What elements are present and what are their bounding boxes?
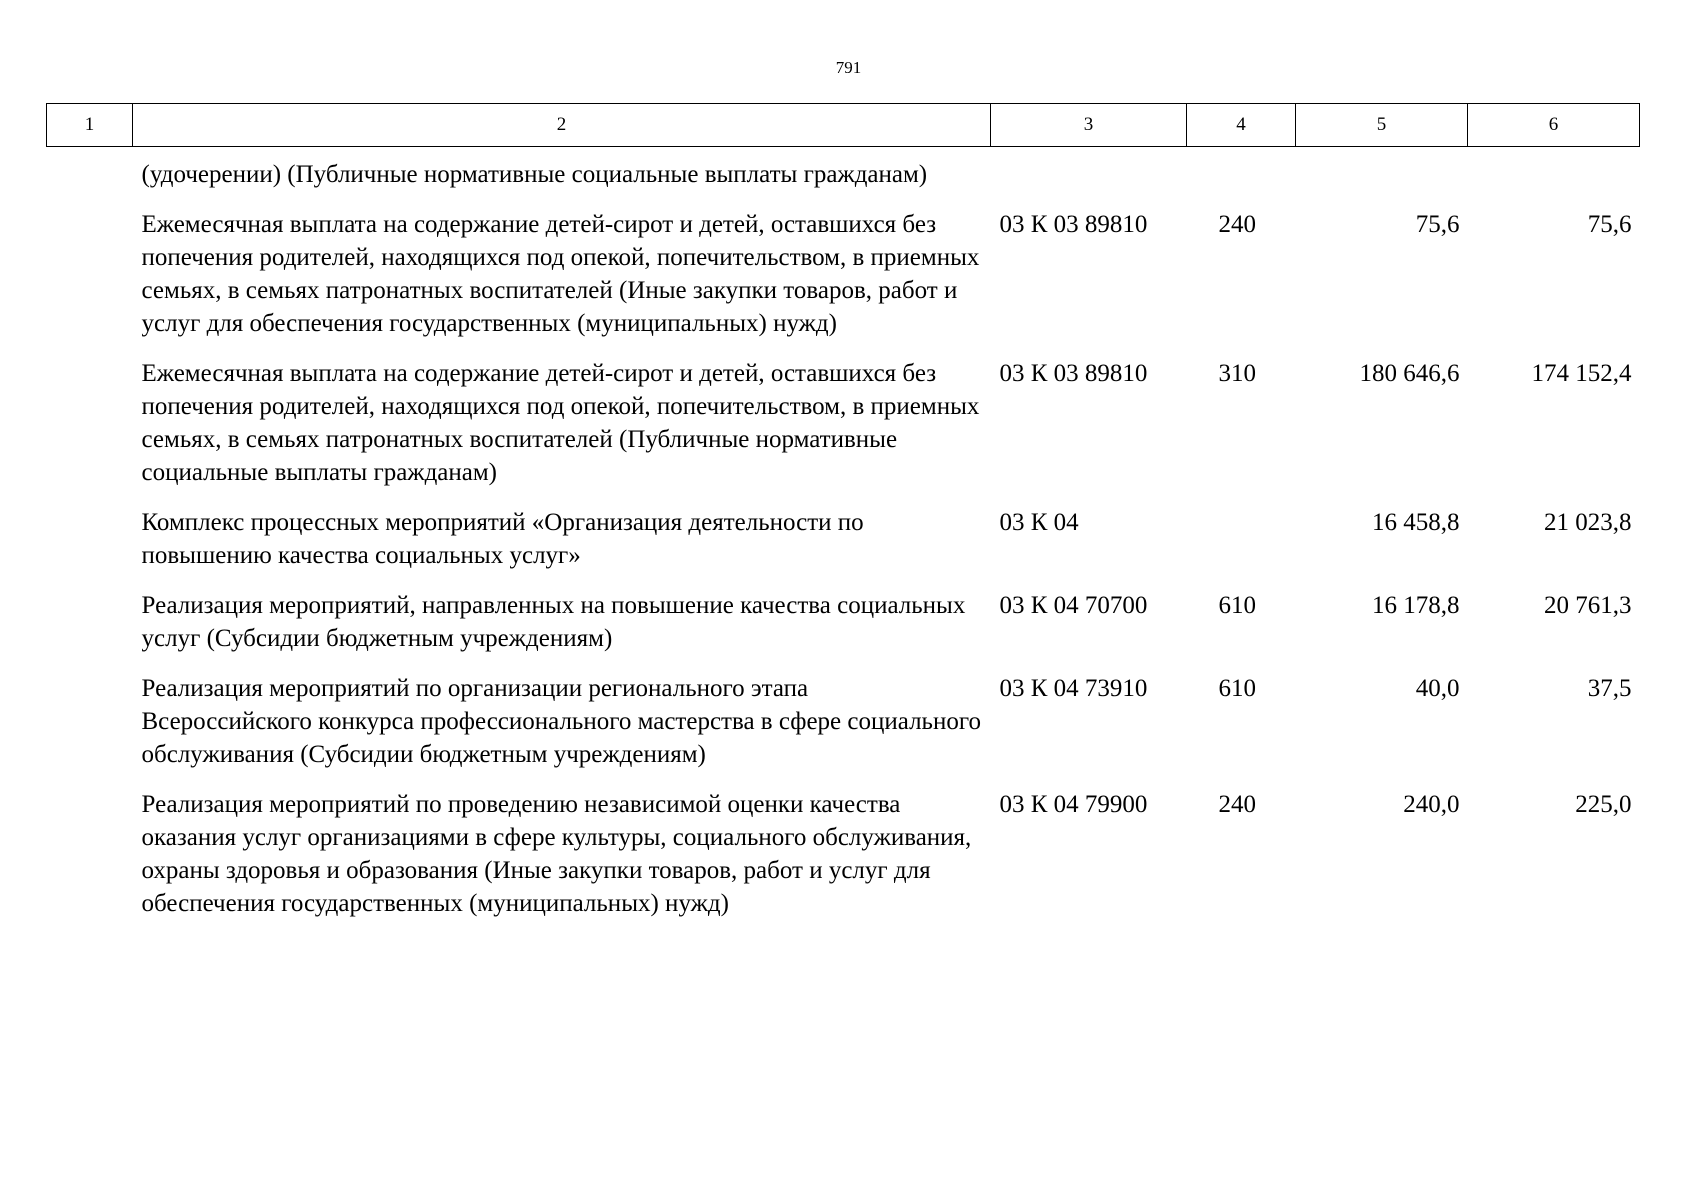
item-code: 03 К 03 89810 [999,211,1148,238]
amount-col-5: 180 646,6 [1359,360,1460,387]
expense-type: 610 [1218,592,1256,619]
amount-col-5: 75,6 [1415,211,1460,238]
header-row [47,104,1640,147]
table-row [47,506,1640,589]
table-row [47,788,1640,937]
expense-type [1187,506,1296,589]
item-code: 03 К 04 70700 [999,592,1148,619]
item-code: 03 К 04 79900 [999,791,1148,818]
table-row [47,589,1640,672]
budget-table [46,103,1640,937]
row-number [47,788,133,937]
item-name: Ежемесячная выплата на содержание детей-сирот и детей, оставшихся без попечения родителей, находящихся под опекой, попечительством, в приемных семьях, в семьях патронатных воспитателей (Публичные нормативные социальные выплаты гражданам) [141,360,980,486]
row-number [47,672,133,788]
row-number [47,357,133,506]
table-row [47,147,1640,209]
item-name: Реализация мероприятий по организации регионального этапа Всероссийского конкурса профессионального мастерства в сфере социального обслуживания (Субсидии бюджетным учреждениям) [141,675,981,768]
table-header [47,104,1640,147]
header-col-4: 4 [1187,104,1296,147]
expense-type: 240 [1218,791,1256,818]
item-code: 03 К 04 [999,509,1079,536]
row-number [47,589,133,672]
amount-col-5: 16 178,8 [1372,592,1460,619]
amount-col-5: 40,0 [1415,675,1460,702]
expense-type: 240 [1218,211,1256,238]
header-col-3: 3 [991,104,1187,147]
amount-col-6 [1468,147,1640,209]
header-col-2: 2 [133,104,991,147]
item-code [991,147,1187,209]
page-number: 791 [835,58,862,77]
row-number [47,147,133,209]
expense-type: 610 [1218,675,1256,702]
amount-col-6: 21 023,8 [1544,509,1632,536]
item-name: Реализация мероприятий, направленных на повышение качества социальных услуг (Субсидии бюджетным учреждениям) [141,592,966,652]
table-row [47,672,1640,788]
table-row [47,208,1640,357]
header-col-6: 6 [1468,104,1640,147]
amount-col-6: 20 761,3 [1544,592,1632,619]
item-name: (удочерении) (Публичные нормативные социальные выплаты гражданам) [141,161,928,188]
row-number [47,506,133,589]
amount-col-6: 174 152,4 [1531,360,1632,387]
header-col-1: 1 [47,104,133,147]
amount-col-5 [1296,147,1468,209]
amount-col-6: 75,6 [1587,211,1632,238]
amount-col-6: 37,5 [1587,675,1632,702]
item-name: Комплекс процессных мероприятий «Организация деятельности по повышению качества социальных услуг» [141,509,864,569]
expense-type [1187,147,1296,209]
expense-type: 310 [1218,360,1256,387]
header-col-5: 5 [1296,104,1468,147]
amount-col-5: 240,0 [1403,791,1460,818]
item-name: Ежемесячная выплата на содержание детей-сирот и детей, оставшихся без попечения родителей, находящихся под опекой, попечительством, в приемных семьях, в семьях патронатных воспитателей (Иные закупки товаров, работ и услуг для обеспечения государственных (муниципальных) нужд) [141,211,980,337]
table-row [47,357,1640,506]
row-number [47,208,133,357]
item-code: 03 К 04 73910 [999,675,1148,702]
table-body [47,147,1640,938]
item-name: Реализация мероприятий по проведению независимой оценки качества оказания услуг организациями в сфере культуры, социального обслуживания, охраны здоровья и образования (Иные закупки товаров, работ и услуг для обеспечения государственных (муниципальных) нужд) [141,791,972,917]
amount-col-6: 225,0 [1575,791,1632,818]
amount-col-5: 16 458,8 [1372,509,1460,536]
item-code: 03 К 03 89810 [999,360,1148,387]
